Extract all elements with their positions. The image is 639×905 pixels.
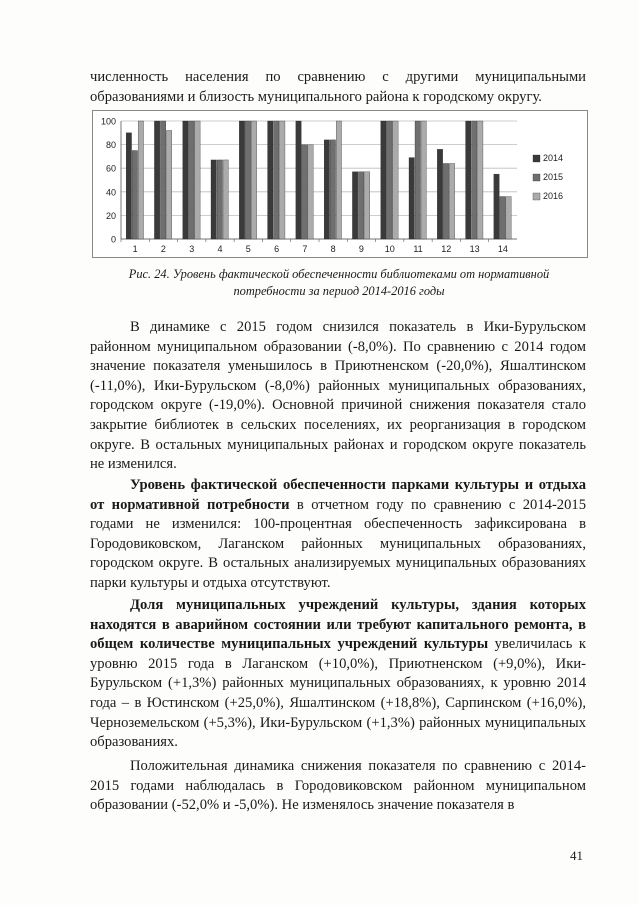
bar-2016-13: [478, 121, 483, 239]
bar-2015-6: [274, 121, 279, 239]
x-tick-label: 14: [497, 244, 508, 254]
legend-swatch-2015: [533, 174, 540, 181]
paragraph-intro: численность населения по сравнению с другими муниципальными образованиями и близость муниципального района к городскому округу.: [90, 69, 586, 105]
bar-2015-5: [245, 121, 250, 239]
legend-label-2014: 2014: [543, 153, 564, 163]
y-tick-label: 0: [110, 234, 116, 245]
x-tick-label: 1: [132, 244, 138, 254]
bar-2016-1: [138, 121, 143, 239]
bar-2014-6: [268, 121, 273, 239]
x-tick-label: 9: [358, 244, 364, 254]
bar-2014-12: [437, 149, 442, 239]
legend-label-2015: 2015: [543, 172, 564, 182]
page-number: 41: [570, 848, 583, 863]
y-tick-label: 80: [105, 140, 116, 151]
y-tick-label: 20: [105, 210, 116, 221]
bar-2014-14: [494, 174, 499, 239]
x-tick-label: 7: [302, 244, 308, 254]
bar-2015-14: [500, 197, 505, 239]
bar-2016-7: [308, 145, 313, 239]
bar-2015-8: [330, 140, 335, 239]
x-tick-label: 10: [384, 244, 395, 254]
bar-2014-1: [126, 133, 131, 239]
bar-2014-4: [211, 160, 216, 239]
y-tick-label: 60: [105, 163, 116, 174]
bar-2014-5: [239, 121, 244, 239]
bar-2014-8: [324, 140, 329, 239]
bar-2015-13: [472, 121, 477, 239]
bar-2015-12: [443, 163, 448, 239]
bar-2014-7: [296, 121, 301, 239]
bar-2014-2: [154, 121, 159, 239]
x-tick-label: 4: [217, 244, 223, 254]
bar-2016-9: [364, 172, 369, 239]
paragraph-parks-text: в отчетном году по сравнению с 2014-2015 годами не изменился: 100-процентная обеспеченность зафиксирована в Городовиковском, Лаганском районных муниципальных образованиях, городском округе. В остальных анализируемых муниципальных образованиях парки культуры и отдыха отсутствуют.: [90, 496, 586, 591]
bar-2015-11: [415, 121, 420, 239]
bar-2015-3: [189, 121, 194, 239]
x-tick-label: 2: [160, 244, 166, 254]
legend-swatch-2016: [533, 193, 540, 200]
bar-2015-4: [217, 160, 222, 239]
bar-2016-10: [393, 121, 398, 239]
x-tick-label: 5: [245, 244, 251, 254]
bar-2015-7: [302, 145, 307, 239]
bar-2015-1: [132, 151, 137, 240]
bar-2014-9: [352, 172, 357, 239]
legend-swatch-2014: [533, 155, 540, 162]
x-tick-label: 11: [413, 244, 423, 254]
paragraph-emergency-bold: Доля муниципальных учреждений культуры, здания которых находятся в аварийном состоянии или требуют капитального ремонта, в общем количестве муниципальных учреждений культуры: [90, 597, 586, 653]
bar-2014-3: [183, 121, 188, 239]
paragraph-parks-bold: Уровень фактической обеспеченности парками культуры и отдыха от нормативной потребности: [90, 477, 586, 513]
bar-2014-13: [466, 121, 471, 239]
bar-2015-10: [387, 121, 392, 239]
bar-2015-2: [160, 121, 165, 239]
bar-2016-8: [336, 121, 341, 239]
bar-2016-5: [251, 121, 256, 239]
y-tick-label: 40: [105, 187, 116, 198]
bar-chart: [92, 110, 588, 258]
bar-2016-3: [195, 121, 200, 239]
bar-2016-2: [166, 130, 171, 239]
paragraph-emergency-text: увеличилась к уровню 2015 года в Лаганском (+10,0%), Приютненском (+9,0%), Ики-Бурульском (+1,3%) районных муниципальных образованиях, к уровню 2014 года – в Юстинском (+25,0%), Яшалтинском (+18,8%), Сарпинском (+16,0%), Черноземельском (+5,3%), Ики-Бурульском (+1,3%) районных муниципальных образованиях.: [90, 636, 586, 751]
bar-2016-6: [280, 121, 285, 239]
paragraph-dynamics: В динамике с 2015 годом снизился показатель в Ики-Бурульском районном муниципальном образовании (-8,0%). По сравнению с 2014 годом значение показателя уменьшилось в Приютненском (-20,0%), Яшалтинском (-11,0%), Ики-Бурульском (-8,0%) районных муниципальных образованиях, городском округе (-19,0%). Основной причиной снижения показателя стало закрытие библиотек в сельских поселениях, их реорганизация в городском округе. В остальных муниципальных районах и городском округе показатель не изменился.: [90, 319, 586, 473]
bar-2016-12: [449, 163, 454, 239]
x-tick-label: 13: [469, 244, 480, 254]
paragraph-parks: [90, 476, 586, 594]
legend-label-2016: 2016: [543, 191, 564, 201]
x-tick-label: 8: [330, 244, 336, 254]
x-tick-label: 12: [441, 244, 452, 254]
bar-chart-svg: [93, 111, 587, 257]
bar-2014-10: [381, 121, 386, 239]
bar-2016-4: [223, 160, 228, 239]
bar-2016-14: [506, 197, 511, 239]
y-tick-label: 100: [100, 116, 116, 127]
paragraph-positive: Положительная динамика снижения показателя по сравнению с 2014-2015 годами наблюдалась в Городовиковском районном муниципальном образовании (-52,0% и -5,0%). Не изменялось значение показателя в: [90, 758, 586, 814]
paragraph-emergency: [90, 596, 586, 753]
figure-caption: Рис. 24. Уровень фактической обеспеченности библиотеками от нормативной потребности за период 2014-2016 годы: [128, 267, 550, 298]
bar-2015-9: [358, 172, 363, 239]
bar-2016-11: [421, 121, 426, 239]
x-tick-label: 6: [274, 244, 280, 254]
bar-2014-11: [409, 158, 414, 239]
x-tick-label: 3: [189, 244, 195, 254]
